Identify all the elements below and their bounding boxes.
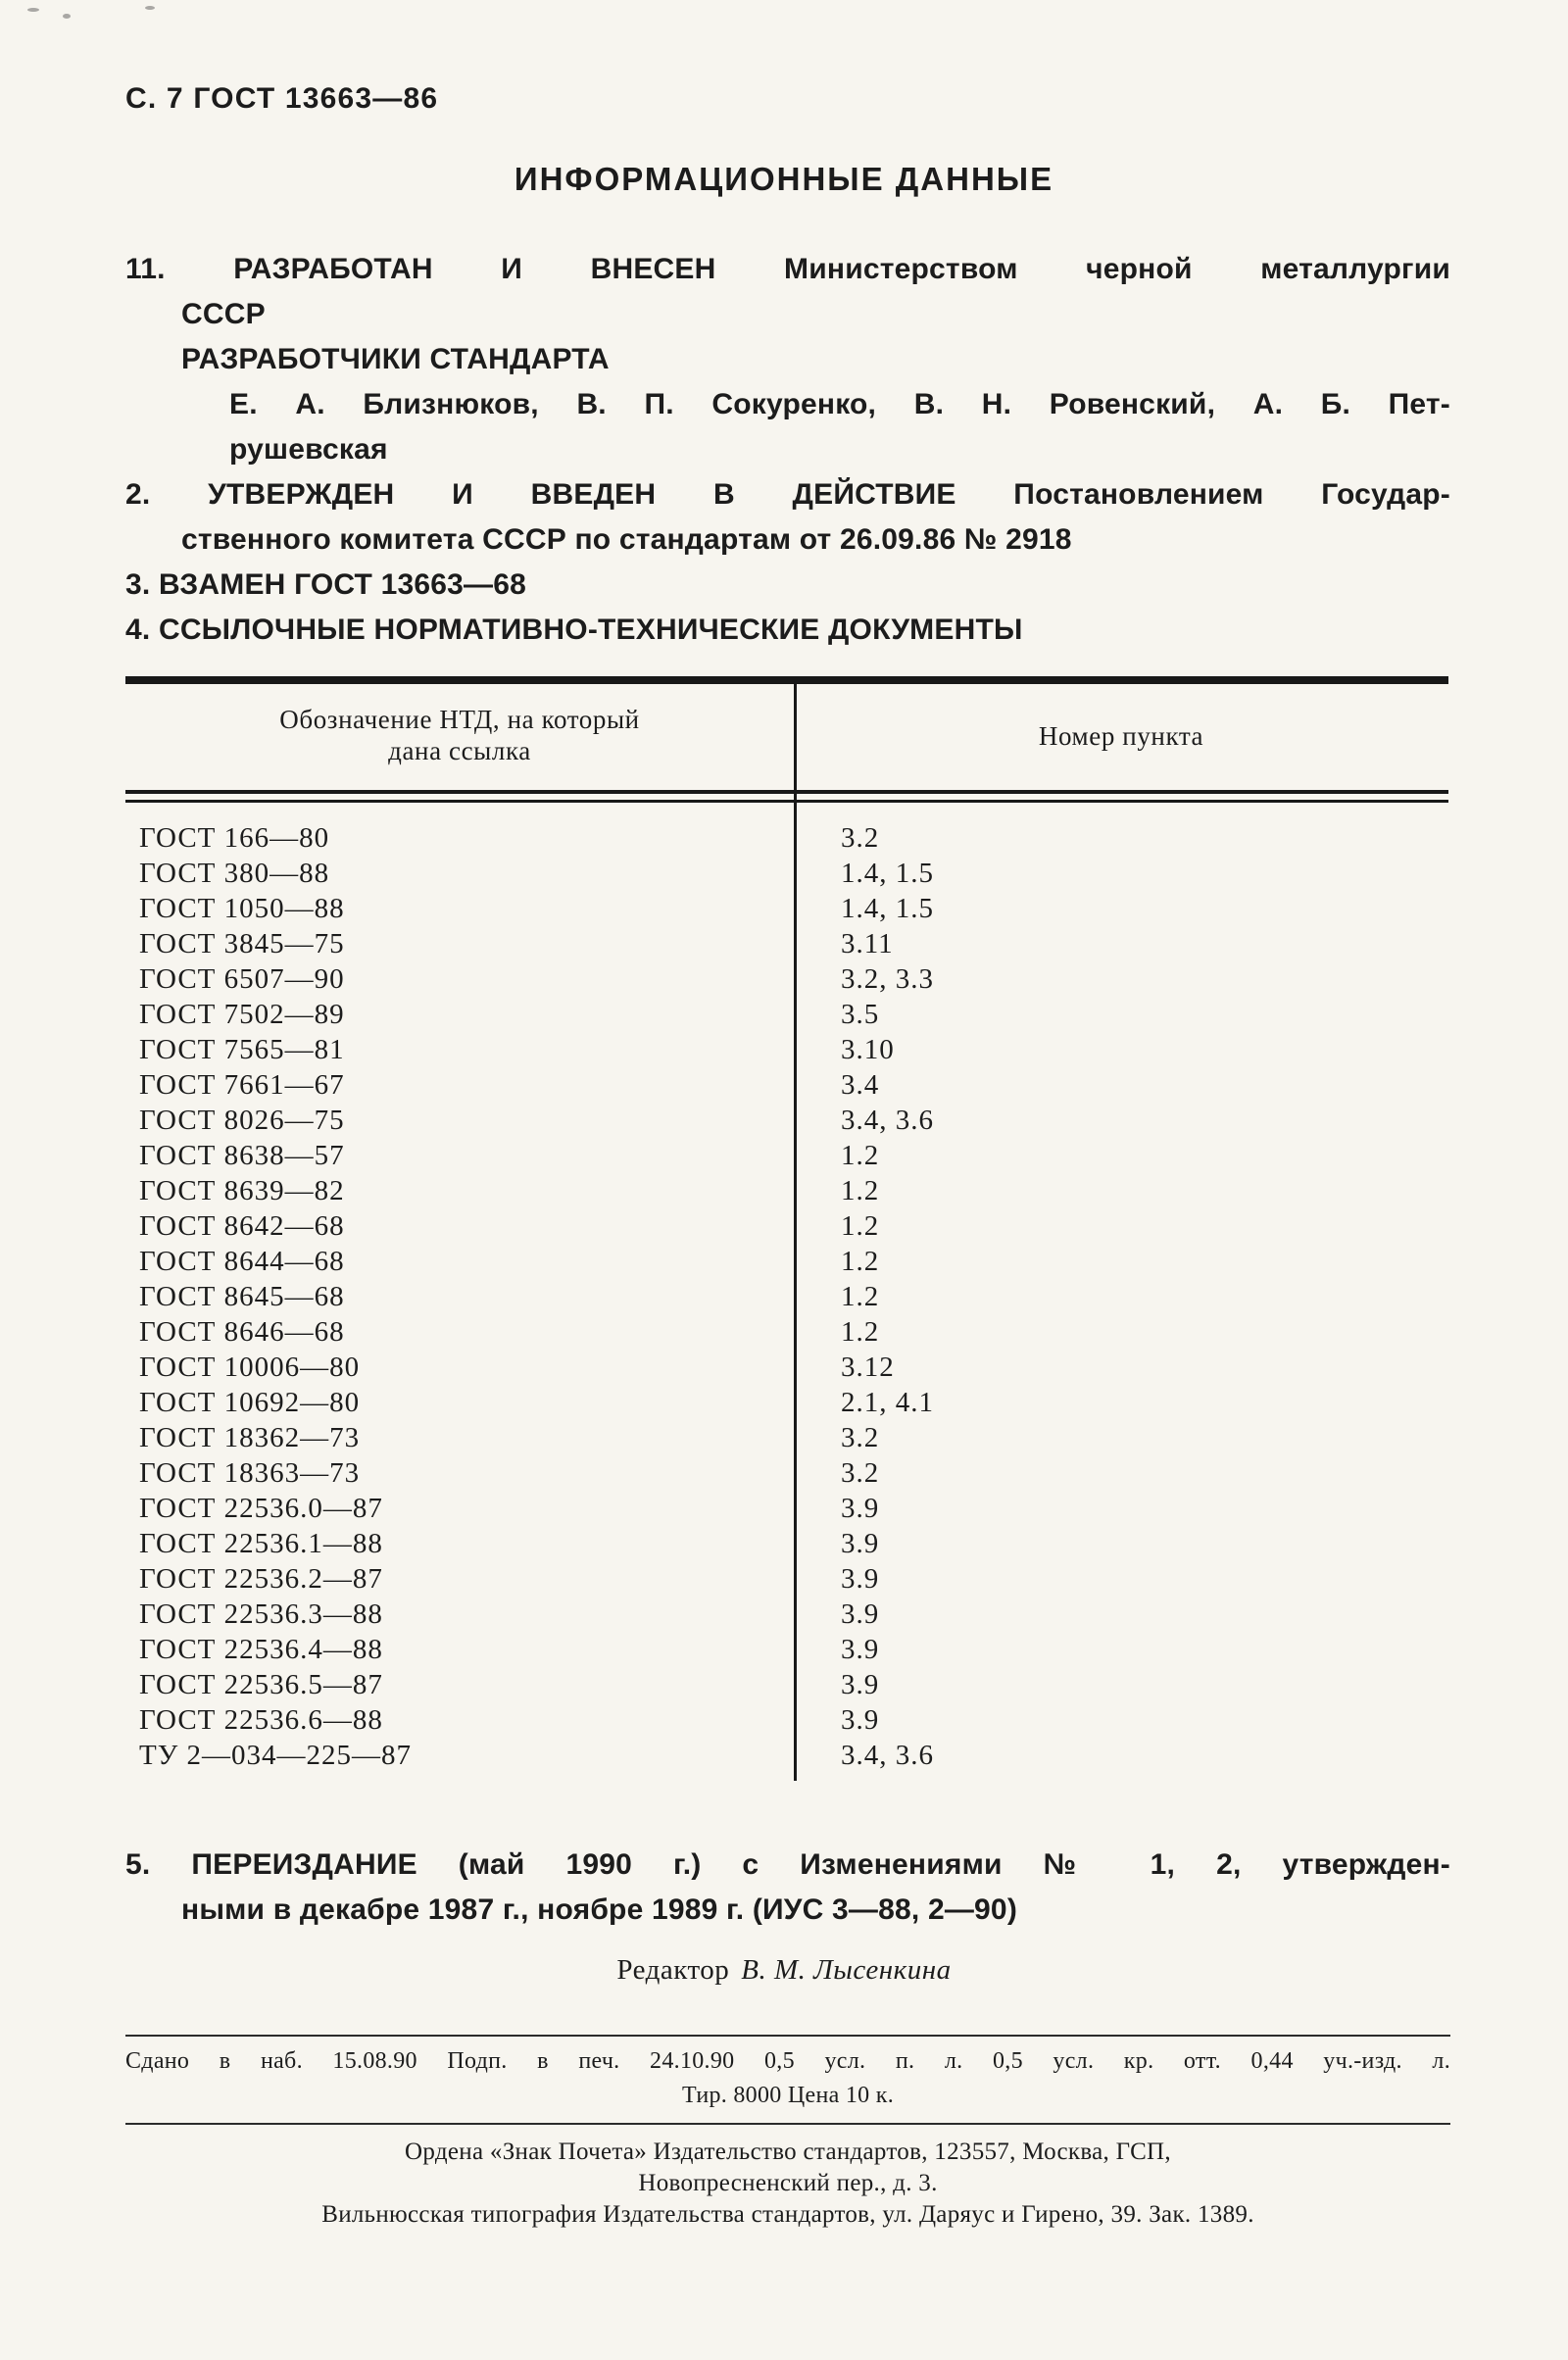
table-row [125, 820, 1448, 856]
punkt-number-cell: 3.11 [841, 927, 894, 959]
ntd-designation-cell: ГОСТ 3845—75 [139, 927, 345, 959]
punkt-number-cell: 3.4, 3.6 [841, 1739, 934, 1771]
item-1-developers-names-1: Е. А. Близнюков, В. П. Сокуренко, В. Н. Ровенский, А. Б. Пет- [229, 388, 1450, 420]
punkt-number-cell: 3.5 [841, 998, 880, 1030]
punkt-number-cell: 1.2 [841, 1209, 880, 1242]
table-row [125, 1067, 1448, 1103]
punkt-number-cell: 3.2 [841, 1456, 880, 1489]
ntd-designation-cell: ГОСТ 8646—68 [139, 1315, 345, 1348]
punkt-number-cell: 3.9 [841, 1668, 880, 1700]
ntd-designation-cell: ГОСТ 1050—88 [139, 892, 345, 924]
item-1-line-1: 11. РАЗРАБОТАН И ВНЕСЕН Министерством черной металлургии [125, 253, 1450, 285]
punkt-number-cell: 1.2 [841, 1245, 880, 1277]
table-row [125, 891, 1448, 926]
punkt-number-cell: 3.9 [841, 1527, 880, 1559]
ntd-designation-cell: ГОСТ 6507—90 [139, 962, 345, 995]
table-row [125, 1385, 1448, 1420]
punkt-number-cell: 1.2 [841, 1139, 880, 1171]
scan-speck [27, 8, 39, 12]
ntd-designation-cell: ГОСТ 380—88 [139, 857, 330, 889]
ntd-designation-cell: ГОСТ 10692—80 [139, 1386, 361, 1418]
table-row [125, 1420, 1448, 1455]
table-row [125, 1491, 1448, 1526]
table-body [125, 803, 1448, 1781]
editor-label: Редактор [616, 1954, 730, 1986]
punkt-number-cell: 1.2 [841, 1280, 880, 1312]
editor-line [0, 1954, 1568, 1987]
ntd-designation-cell: ГОСТ 7565—81 [139, 1033, 345, 1065]
table-row [125, 1138, 1448, 1173]
punkt-number-cell: 3.2 [841, 1421, 880, 1453]
table-row [125, 1244, 1448, 1279]
document-title: ИНФОРМАЦИОННЫЕ ДАННЫЕ [514, 161, 1054, 197]
punkt-number-cell: 3.2 [841, 821, 880, 854]
item-3: 3. ВЗАМЕН ГОСТ 13663—68 [125, 568, 526, 601]
item-2-line-2: ственного комитета СССР по стандартам от 26.09.86 № 2918 [181, 523, 1072, 556]
ntd-designation-cell: ГОСТ 8642—68 [139, 1209, 345, 1242]
table-row [125, 1350, 1448, 1385]
punkt-number-cell: 2.1, 4.1 [841, 1386, 934, 1418]
punkt-number-cell: 3.2, 3.3 [841, 962, 934, 995]
ntd-designation-cell: ГОСТ 10006—80 [139, 1351, 361, 1383]
imprint-tirage-line: Тир. 8000 Цена 10 к. [681, 2083, 895, 2108]
punkt-number-cell: 3.9 [841, 1598, 880, 1630]
table-row [125, 1314, 1448, 1350]
ntd-designation-cell: ГОСТ 22536.6—88 [139, 1703, 383, 1736]
item-5-line-1: 5. ПЕРЕИЗДАНИЕ (май 1990 г.) с Изменениями № 1, 2, утвержден- [125, 1848, 1450, 1881]
item-1-developers-heading: РАЗРАБОТЧИКИ СТАНДАРТА [181, 343, 610, 375]
publisher-line-1: Ордена «Знак Почета» Издательство стандартов, 123557, Москва, ГСП, [405, 2139, 1171, 2165]
table-header-designation [125, 704, 794, 766]
ntd-designation-cell: ГОСТ 8639—82 [139, 1174, 345, 1206]
ntd-designation-cell: ГОСТ 22536.1—88 [139, 1527, 383, 1559]
scan-speck [63, 14, 71, 19]
item-1-developers-names-2: рушевская [229, 433, 388, 466]
table-header-designation-line-2: дана ссылка [388, 736, 531, 765]
ntd-designation-cell: ГОСТ 8026—75 [139, 1104, 345, 1136]
editor-name: В. М. Лысенкина [741, 1954, 952, 1986]
ntd-designation-cell: ГОСТ 8645—68 [139, 1280, 345, 1312]
info-items-section [125, 247, 1450, 653]
table-row [125, 1032, 1448, 1067]
table-row [125, 1173, 1448, 1208]
table-header-designation-line-1: Обозначение НТД, на который [279, 705, 640, 734]
table-row [125, 1526, 1448, 1561]
punkt-number-cell: 1.2 [841, 1315, 880, 1348]
table-row [125, 926, 1448, 961]
table-row [125, 1738, 1448, 1773]
item-2-line-1: 2. УТВЕРЖДЕН И ВВЕДЕН В ДЕЙСТВИЕ Постановлением Государ- [125, 478, 1450, 511]
ntd-designation-cell: ГОСТ 8644—68 [139, 1245, 345, 1277]
punkt-number-cell: 3.9 [841, 1633, 880, 1665]
table-row [125, 1561, 1448, 1597]
ntd-designation-cell: ГОСТ 8638—57 [139, 1139, 345, 1171]
table-row [125, 1667, 1448, 1702]
table-row [125, 1279, 1448, 1314]
table-row [125, 1103, 1448, 1138]
imprint-typeset-line: Сдано в наб. 15.08.90 Подп. в печ. 24.10.90 0,5 усл. п. л. 0,5 усл. кр. отт. 0,44 уч.-изд. л. [125, 2048, 1450, 2074]
punkt-number-cell: 1.2 [841, 1174, 880, 1206]
ntd-designation-cell: ГОСТ 22536.3—88 [139, 1598, 383, 1630]
table-row [125, 1632, 1448, 1667]
punkt-number-cell: 1.4, 1.5 [841, 857, 934, 889]
table-row [125, 997, 1448, 1032]
table-row [125, 1208, 1448, 1244]
table-row [125, 1597, 1448, 1632]
ntd-designation-cell: ГОСТ 7661—67 [139, 1068, 345, 1101]
ntd-designation-cell: ГОСТ 22536.5—87 [139, 1668, 383, 1700]
punkt-number-cell: 3.10 [841, 1033, 895, 1065]
publisher-line-3: Вильнюсская типография Издательства стандартов, ул. Даряус и Гирено, 39. Зак. 1389. [321, 2201, 1254, 2228]
table-row [125, 961, 1448, 997]
punkt-number-cell: 3.4 [841, 1068, 880, 1101]
scan-speck [145, 6, 155, 10]
ntd-designation-cell: ГОСТ 7502—89 [139, 998, 345, 1030]
punkt-number-cell: 1.4, 1.5 [841, 892, 934, 924]
ntd-designation-cell: ТУ 2—034—225—87 [139, 1739, 412, 1771]
item-5-republication [125, 1843, 1450, 1933]
ntd-designation-cell: ГОСТ 22536.0—87 [139, 1492, 383, 1524]
reference-documents-table [125, 676, 1448, 1781]
item-1-line-2: СССР [181, 298, 266, 330]
ntd-designation-cell: ГОСТ 18362—73 [139, 1421, 361, 1453]
table-header-row [125, 684, 1448, 790]
punkt-number-cell: 3.9 [841, 1703, 880, 1736]
ntd-designation-cell: ГОСТ 22536.4—88 [139, 1633, 383, 1665]
punkt-number-cell: 3.9 [841, 1492, 880, 1524]
punkt-number-cell: 3.12 [841, 1351, 895, 1383]
table-row [125, 856, 1448, 891]
table-header-punkt: Номер пункта [1038, 721, 1204, 751]
item-4: 4. ССЫЛОЧНЫЕ НОРМАТИВНО-ТЕХНИЧЕСКИЕ ДОКУМЕНТЫ [125, 614, 1023, 646]
ntd-designation-cell: ГОСТ 166—80 [139, 821, 330, 854]
item-5-line-2: ными в декабре 1987 г., ноябре 1989 г. (ИУС 3—88, 2—90) [181, 1893, 1018, 1926]
punkt-number-cell: 3.4, 3.6 [841, 1104, 934, 1136]
publisher-block [125, 2123, 1450, 2231]
ntd-designation-cell: ГОСТ 18363—73 [139, 1456, 361, 1489]
publisher-line-2: Новопресненский пер., д. 3. [638, 2170, 938, 2196]
table-column-divider [794, 684, 797, 1781]
ntd-designation-cell: ГОСТ 22536.2—87 [139, 1562, 383, 1595]
table-row [125, 1702, 1448, 1738]
table-header-double-rule [125, 790, 1448, 803]
print-imprint-block [125, 2035, 1450, 2109]
table-row [125, 1455, 1448, 1491]
page-header: С. 7 ГОСТ 13663—86 [125, 82, 439, 115]
punkt-number-cell: 3.9 [841, 1562, 880, 1595]
